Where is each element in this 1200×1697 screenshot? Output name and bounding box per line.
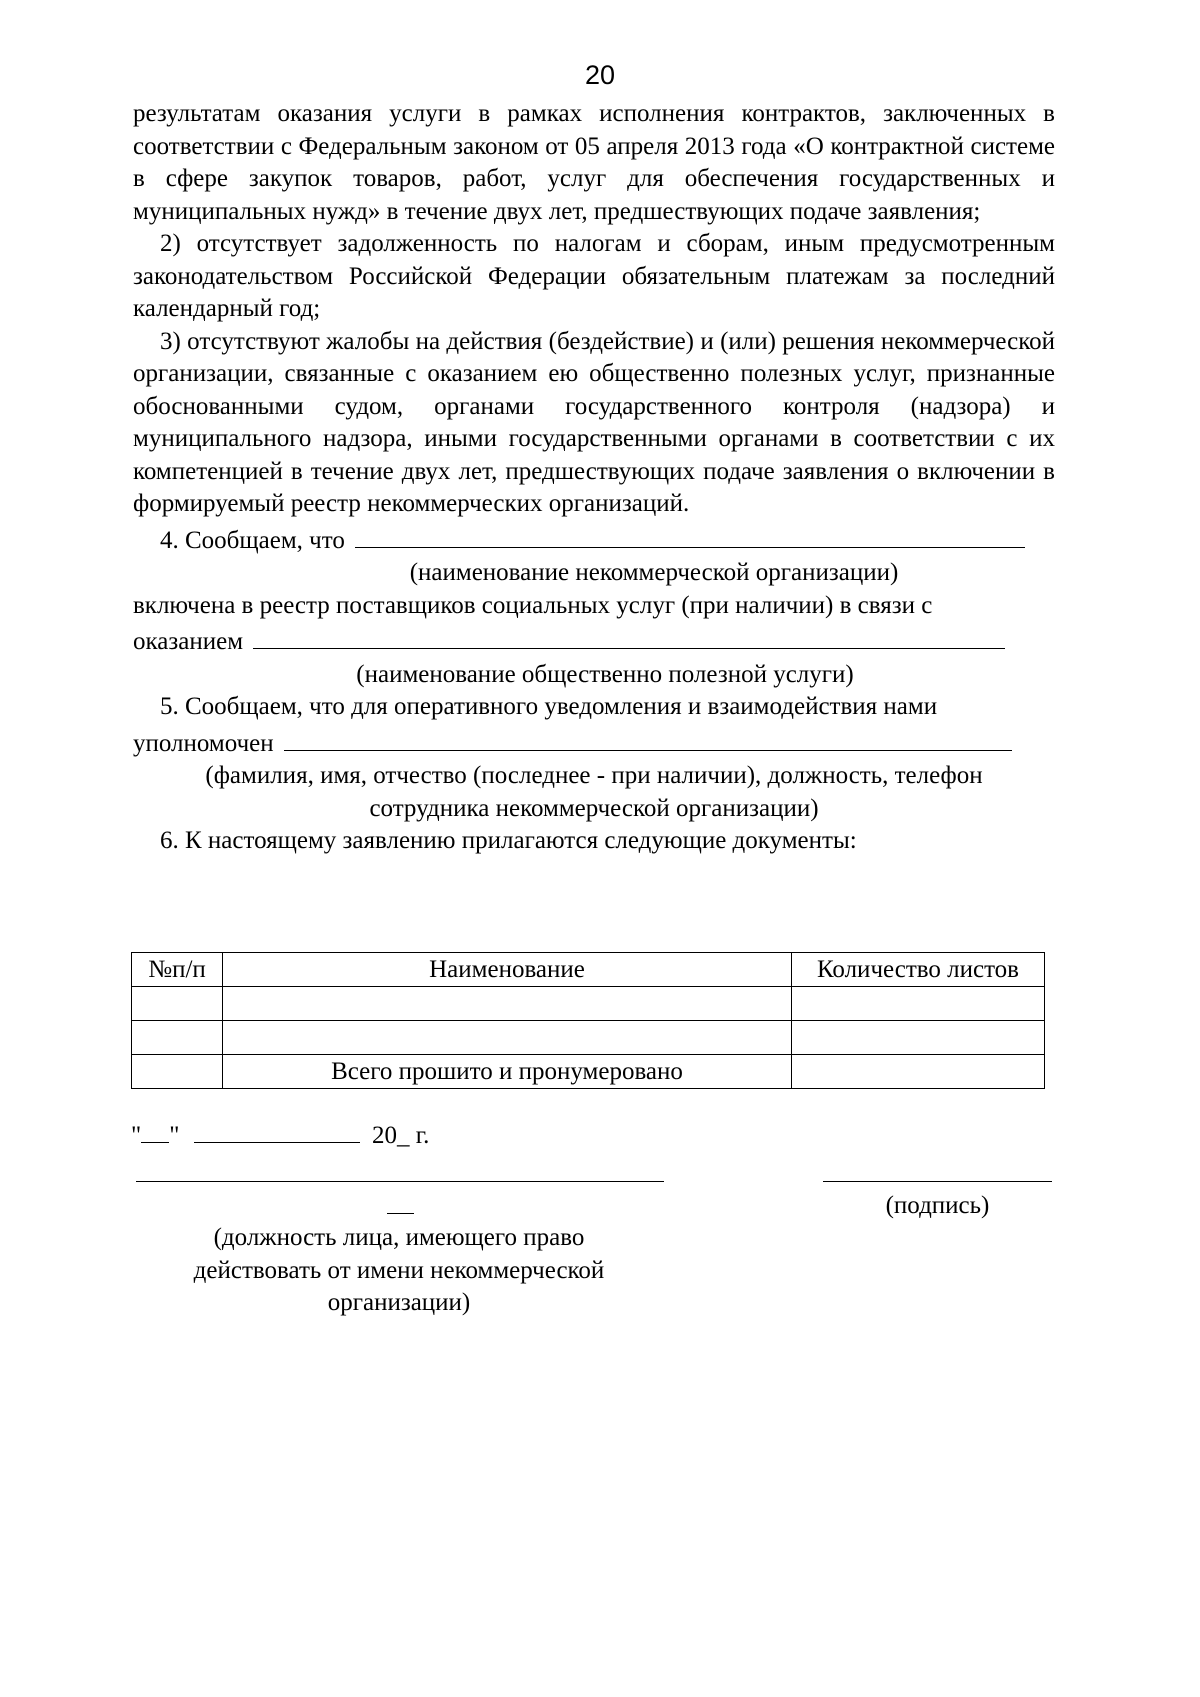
table-cell[interactable] [792, 987, 1045, 1021]
organization-name-blank[interactable] [355, 521, 1025, 548]
position-blank[interactable] [136, 1181, 664, 1182]
signature-caption: (подпись) [885, 1192, 990, 1219]
table-cell[interactable] [792, 1021, 1045, 1055]
item-5-lead: уполномочен [133, 729, 274, 757]
day-blank[interactable] [141, 1118, 169, 1143]
position-caption [133, 1222, 665, 1320]
table-cell[interactable] [792, 1055, 1045, 1089]
page-number: 20 [584, 60, 616, 90]
document-body [133, 98, 1055, 858]
paragraph-continuation: результатам оказания услуги в рамках исполнения контрактов, заключенных в соответствии с Федеральным законом от 05 апреля 2013 года «О контрактной системе в сфере закупок товаров, работ, услуг для обеспечения государственных и муниципальных нужд» в течение двух лет, предшествующих подаче заявления; [133, 100, 1055, 225]
contact-person-caption-b: сотрудника некоммерческой организации) [369, 794, 819, 822]
service-name-blank[interactable] [253, 622, 1005, 649]
signature-blank[interactable] [823, 1181, 1052, 1182]
organization-name-caption: (наименование некоммерческой организации) [409, 559, 899, 586]
date-quote-open: " [131, 1122, 142, 1149]
table-cell[interactable] [132, 987, 223, 1021]
table-total-label: Всего прошито и пронумеровано [223, 1055, 792, 1089]
item-4-line [133, 521, 1055, 558]
item-4-lead2: оказанием [133, 628, 244, 655]
item-4-registry-line: включена в реестр поставщиков социальных услуг (при наличии) в связи с [133, 591, 933, 619]
item-5-authorized-line [133, 724, 1055, 761]
service-name-caption: (наименование общественно полезной услуги) [356, 660, 854, 688]
contact-person-blank[interactable] [284, 724, 1012, 751]
date-year: 20_ г. [371, 1122, 430, 1149]
table-cell[interactable] [223, 987, 792, 1021]
date-quote-close: " [169, 1122, 180, 1149]
table-row [132, 1021, 1045, 1055]
item-4-lead: 4. Сообщаем, что [160, 526, 345, 554]
position-blank-tail [387, 1213, 414, 1214]
table-header-pages: Количество листов [792, 953, 1045, 987]
table-row [132, 987, 1045, 1021]
item-5-line: 5. Сообщаем, что для оперативного уведомления и взаимодействия нами [160, 693, 938, 720]
month-blank[interactable] [194, 1118, 360, 1143]
table-header-row [132, 953, 1045, 987]
table-cell[interactable] [132, 1021, 223, 1055]
date-line [131, 1118, 429, 1153]
position-caption-line-a: (должность лица, имеющего право [213, 1224, 585, 1251]
table-row [132, 1055, 1045, 1089]
paragraph-item-3: 3) отсутствуют жалобы на действия (бездействие) и (или) решения некоммерческой организации, связанные с оказанием ею общественно полезных услуг, признанные обоснованными судом, органами государственного контроля (надзора) и муниципального надзора, иными государственными органами в соответствии с их компетенцией в течение двух лет, предшествующих подаче заявления о включении в формируемый реестр некоммерческих организаций. [133, 327, 1055, 517]
item-4-service-line [133, 622, 1055, 659]
table-cell[interactable] [223, 1021, 792, 1055]
table-header-name: Наименование [223, 953, 792, 987]
table-header-number: №п/п [132, 953, 223, 987]
position-caption-line-c: организации) [327, 1289, 471, 1316]
contact-person-caption-a: (фамилия, имя, отчество (последнее - при наличии), должность, телефон [205, 762, 983, 789]
attachments-table [131, 952, 1045, 1089]
table-cell[interactable] [132, 1055, 223, 1089]
position-caption-line-b: действовать от имени некоммерческой [193, 1256, 605, 1284]
item-6-line: 6. К настоящему заявлению прилагаются следующие документы: [160, 827, 857, 854]
paragraph-item-2: 2) отсутствует задолженность по налогам и сборам, иным предусмотренным законодательством Российской Федерации обязательным платежам за последний календарный год; [133, 230, 1055, 322]
